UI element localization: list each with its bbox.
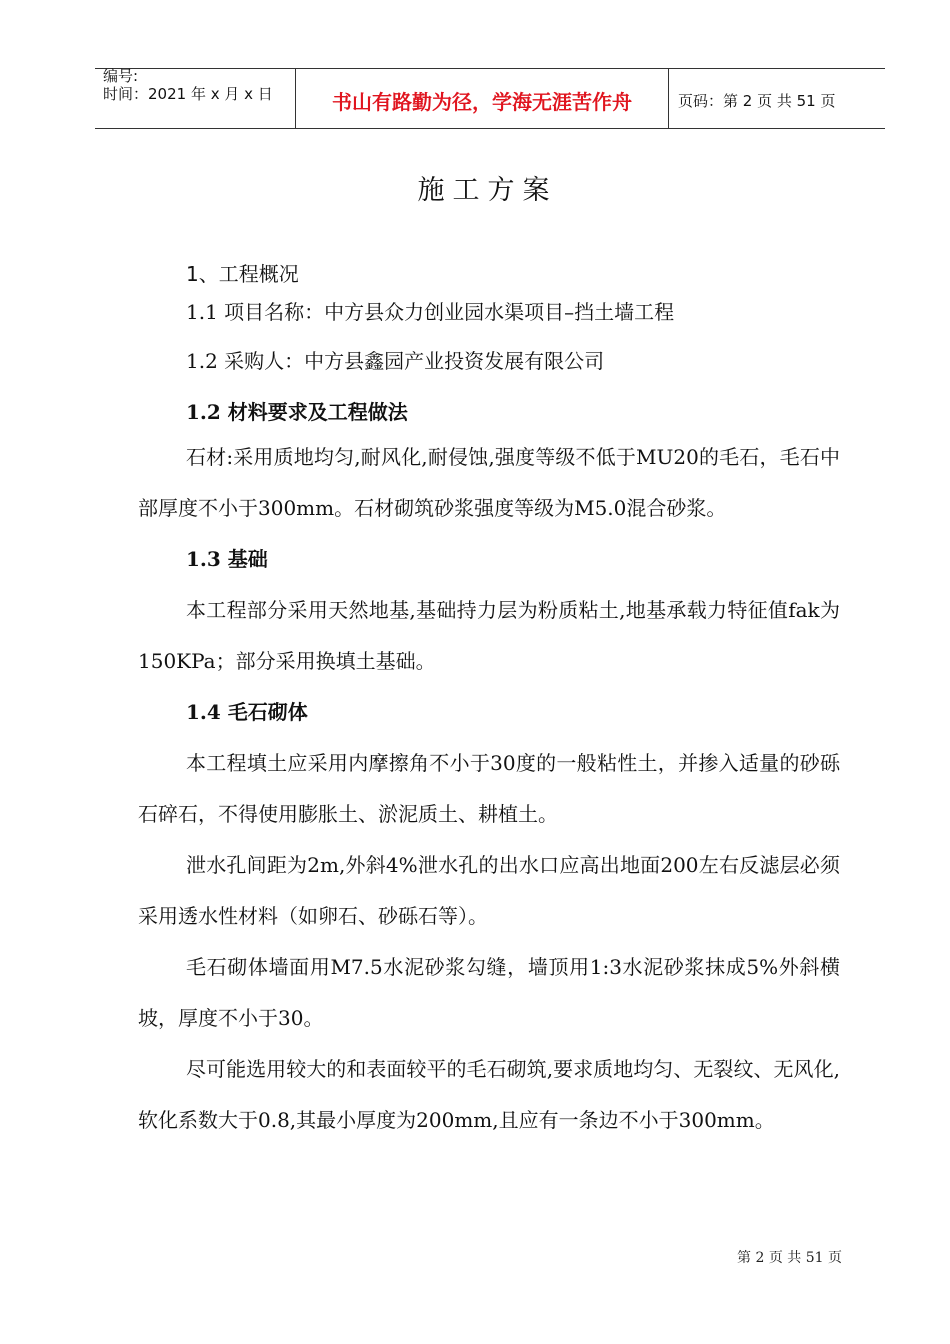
footer-page-info: 第 2 页 共 51 页 <box>737 1250 842 1266</box>
header-meta <box>103 68 273 103</box>
header-divider-right <box>668 68 669 129</box>
section-1-heading: 1、工程概况 <box>186 262 299 286</box>
header-motto: 书山有路勤为径，学海无涯苦作舟 <box>332 90 632 114</box>
document-body <box>138 254 840 1146</box>
masonry-paragraph-mortar: 毛石砌体墙面用M7.5水泥砂浆勾缝，墙顶用1:3水泥砂浆抹成5%外斜横坡，厚度不小于30。 <box>138 955 840 1030</box>
header-page-info: 页码：第 2 页 共 51 页 <box>678 92 836 110</box>
header-time: 时间：2021 年 x 月 x 日 <box>103 85 273 103</box>
project-name-line: 1.1 项目名称：中方县众力创业园水渠项目–挡土墙工程 <box>186 300 675 324</box>
header-serial: 编号: <box>103 67 139 85</box>
masonry-paragraph-drainage: 泄水孔间距为2m,外斜4%泄水孔的出水口应高出地面200左右反滤层必须采用透水性材料（如卵石、砂砾石等）。 <box>138 853 840 928</box>
masonry-paragraph-stone: 尽可能选用较大的和表面较平的毛石砌筑,要求质地均匀、无裂纹、无风化,软化系数大于0.8,其最小厚度为200mm,且应有一条边不小于300mm。 <box>138 1057 840 1132</box>
header-bottom-rule <box>95 128 885 129</box>
purchaser-line: 1.2 采购人：中方县鑫园产业投资发展有限公司 <box>186 349 605 373</box>
section-materials-heading: 1.2 材料要求及工程做法 <box>186 400 408 424</box>
section-masonry-heading: 1.4 毛石砌体 <box>186 700 308 724</box>
section-foundation-heading: 1.3 基础 <box>186 547 268 571</box>
masonry-paragraph-fill: 本工程填土应采用内摩擦角不小于30度的一般粘性土，并掺入适量的砂砾石碎石，不得使用膨胀土、淤泥质土、耕植土。 <box>138 751 840 826</box>
foundation-paragraph: 本工程部分采用天然地基,基础持力层为粉质粘土,地基承载力特征值fak为150KPa；部分采用换填土基础。 <box>138 598 840 673</box>
document-title: 施工方案 <box>417 175 558 206</box>
materials-paragraph: 石材:采用质地均匀,耐风化,耐侵蚀,强度等级不低于MU20的毛石，毛石中部厚度不小于300mm。石材砌筑砂浆强度等级为M5.0混合砂浆。 <box>138 445 840 520</box>
